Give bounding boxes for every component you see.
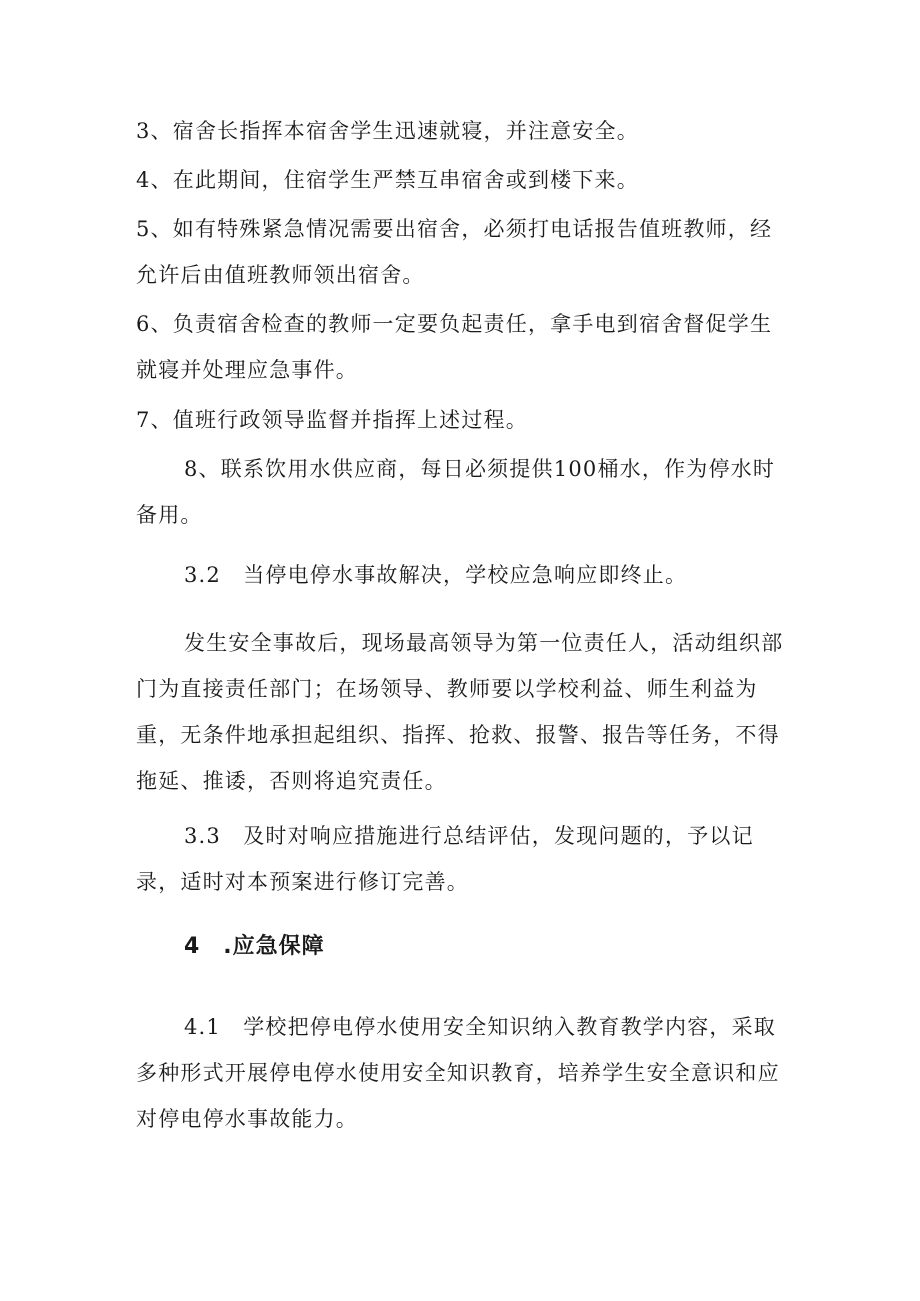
list-item-4: 4、在此期间，住宿学生严禁互串宿舍或到楼下来。 [136, 168, 639, 192]
paragraph-8-water-supply: 8、联系饮用水供应商，每日必须提供100桶水，作为停水时备用。 [136, 457, 776, 527]
list-item-3: 3、宿舍长指挥本宿舍学生迅速就寝，并注意安全。 [136, 119, 639, 143]
paragraph-4-1: 4.1 学校把停电停水使用安全知识纳入教育教学内容，采取多种形式开展停电停水使用安全知识教育，培养学生安全意识和应对停电停水事故能力。 [136, 1015, 780, 1131]
paragraph-3-3: 3.3 及时对响应措施进行总结评估，发现问题的，予以记录，适时对本预案进行修订完善。 [136, 824, 754, 894]
list-item-7: 7、值班行政领导监督并指挥上述过程。 [136, 408, 528, 432]
paragraph-responsibility: 发生安全事故后，现场最高领导为第一位责任人，活动组织部门为直接责任部门；在场领导、教师要以学校利益、师生利益为重，无条件地承担起组织、指挥、抢救、报警、报告等任务，不得拖延、推诿，否则将追究责任。 [136, 631, 784, 793]
list-item-6: 6、负责宿舍检查的教师一定要负起责任，拿手电到宿舍督促学生就寝并处理应急事件。 [136, 312, 773, 382]
paragraph-3-2: 3.2 当停电停水事故解决，学校应急响应即终止。 [184, 563, 688, 587]
section-heading-4: 4 .应急保障 [184, 934, 325, 959]
list-item-5: 5、如有特殊紧急情况需要出宿舍，必须打电话报告值班教师，经允许后由值班教师领出宿舍。 [136, 217, 773, 287]
